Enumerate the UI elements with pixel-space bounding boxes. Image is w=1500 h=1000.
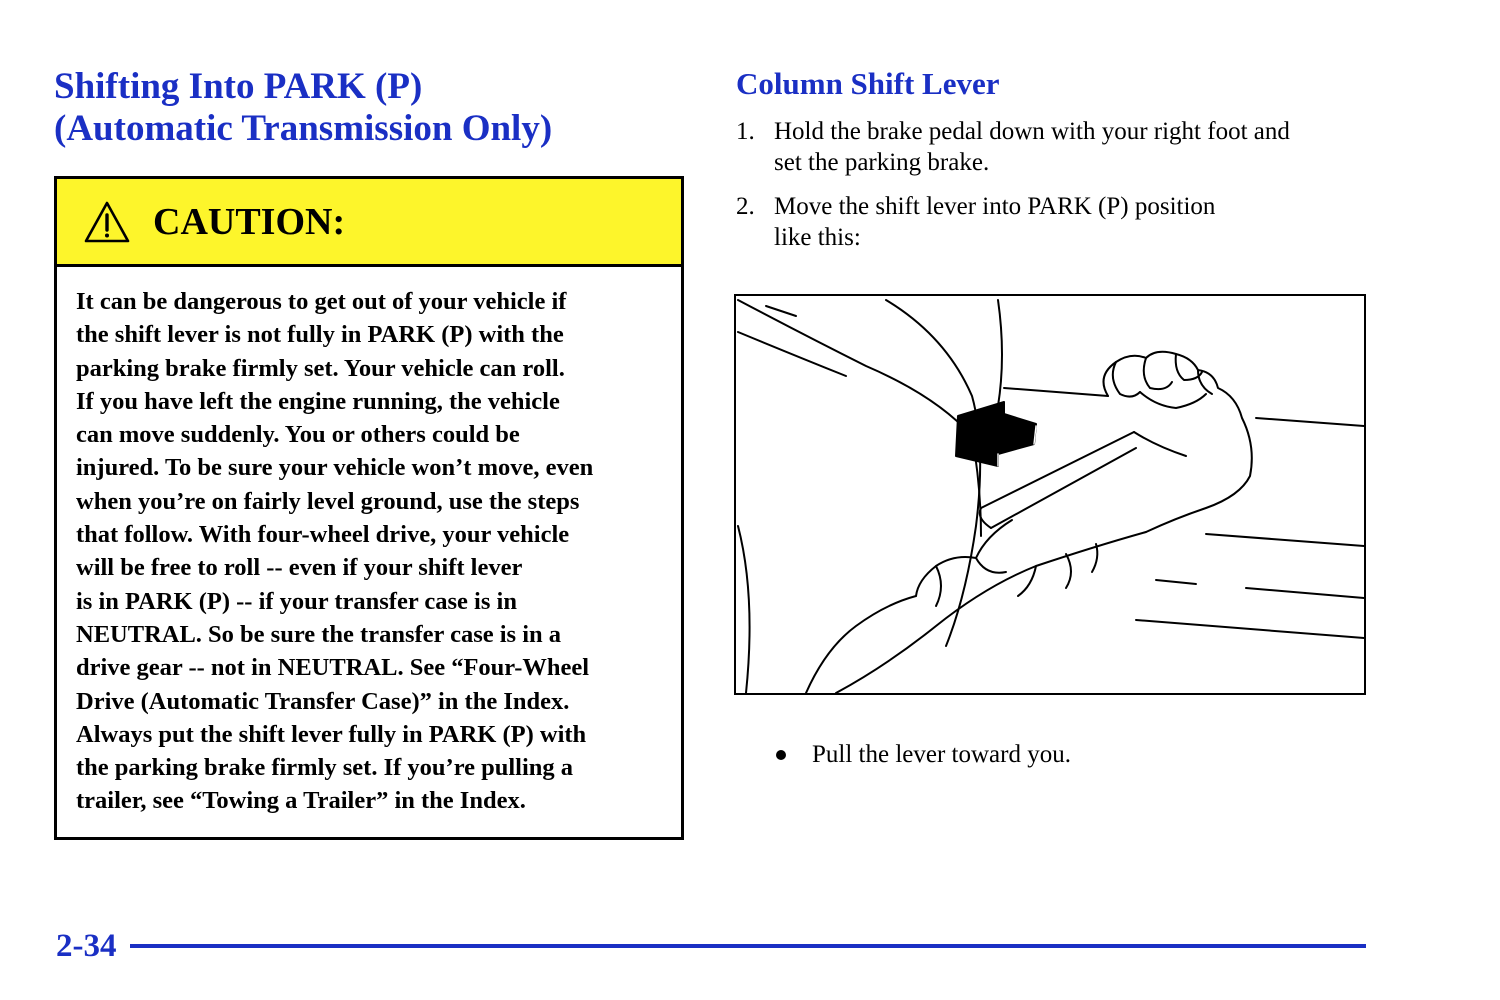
footer-rule: [130, 944, 1366, 948]
step-text: [774, 191, 1376, 253]
page-title-line-1: Shifting Into PARK (P): [54, 66, 423, 107]
caution-line: is in PARK (P) -- if your transfer case is in: [76, 587, 517, 615]
caution-line: will be free to roll -- even if your shift lever: [76, 554, 523, 582]
caution-text: [57, 267, 681, 818]
caution-line: that follow. With four-wheel drive, your vehicle: [76, 521, 570, 549]
shift-lever-figure: [734, 294, 1366, 695]
page-number: 2-34: [56, 928, 117, 964]
section-title: Column Shift Lever: [736, 66, 1000, 101]
caution-label: CAUTION:: [153, 200, 346, 243]
caution-line: drive gear -- not in NEUTRAL. See “Four-Wheel: [76, 654, 590, 682]
step-number: 2.: [736, 193, 755, 220]
step-line: Move the shift lever into PARK (P) position: [774, 193, 1216, 220]
step-line: like this:: [774, 224, 861, 251]
caution-line: NEUTRAL. So be sure the transfer case is in a: [76, 620, 562, 648]
page-title-line-2: (Automatic Transmission Only): [54, 108, 553, 149]
list-item: [776, 739, 1071, 771]
list-item: [736, 116, 1376, 178]
hand-pulling-shift-lever-illustration: [736, 296, 1364, 693]
caution-line: injured. To be sure your vehicle won’t move, even: [76, 454, 594, 482]
step-number: 1.: [736, 118, 755, 145]
caution-box: [54, 176, 684, 840]
caution-line: Always put the shift lever fully in PARK (P) with: [76, 720, 587, 748]
caution-line: the parking brake firmly set. If you’re pulling a: [76, 754, 574, 782]
step-line: Hold the brake pedal down with your right foot and: [774, 118, 1290, 145]
step-line: set the parking brake.: [774, 149, 990, 176]
caution-line: when you’re on fairly level ground, use the steps: [76, 487, 580, 515]
caution-line: parking brake firmly set. Your vehicle can roll.: [76, 354, 565, 382]
bullet-dot-icon: [776, 750, 786, 760]
caution-line: the shift lever is not fully in PARK (P) with the: [76, 321, 564, 349]
steps-list: [736, 116, 1376, 266]
caution-header: [57, 179, 681, 267]
caution-line: It can be dangerous to get out of your vehicle if: [76, 288, 567, 315]
step-text: [774, 116, 1376, 178]
bullet-text: Pull the lever toward you.: [812, 741, 1071, 768]
caution-line: trailer, see “Towing a Trailer” in the Index.: [76, 787, 526, 815]
warning-triangle-icon: [83, 200, 131, 244]
caution-line: Drive (Automatic Transfer Case)” in the Index.: [76, 687, 570, 715]
list-item: [736, 191, 1376, 253]
caution-line: If you have left the engine running, the vehicle: [76, 387, 560, 415]
caution-line: can move suddenly. You or others could be: [76, 421, 520, 449]
page-title: [54, 66, 694, 150]
